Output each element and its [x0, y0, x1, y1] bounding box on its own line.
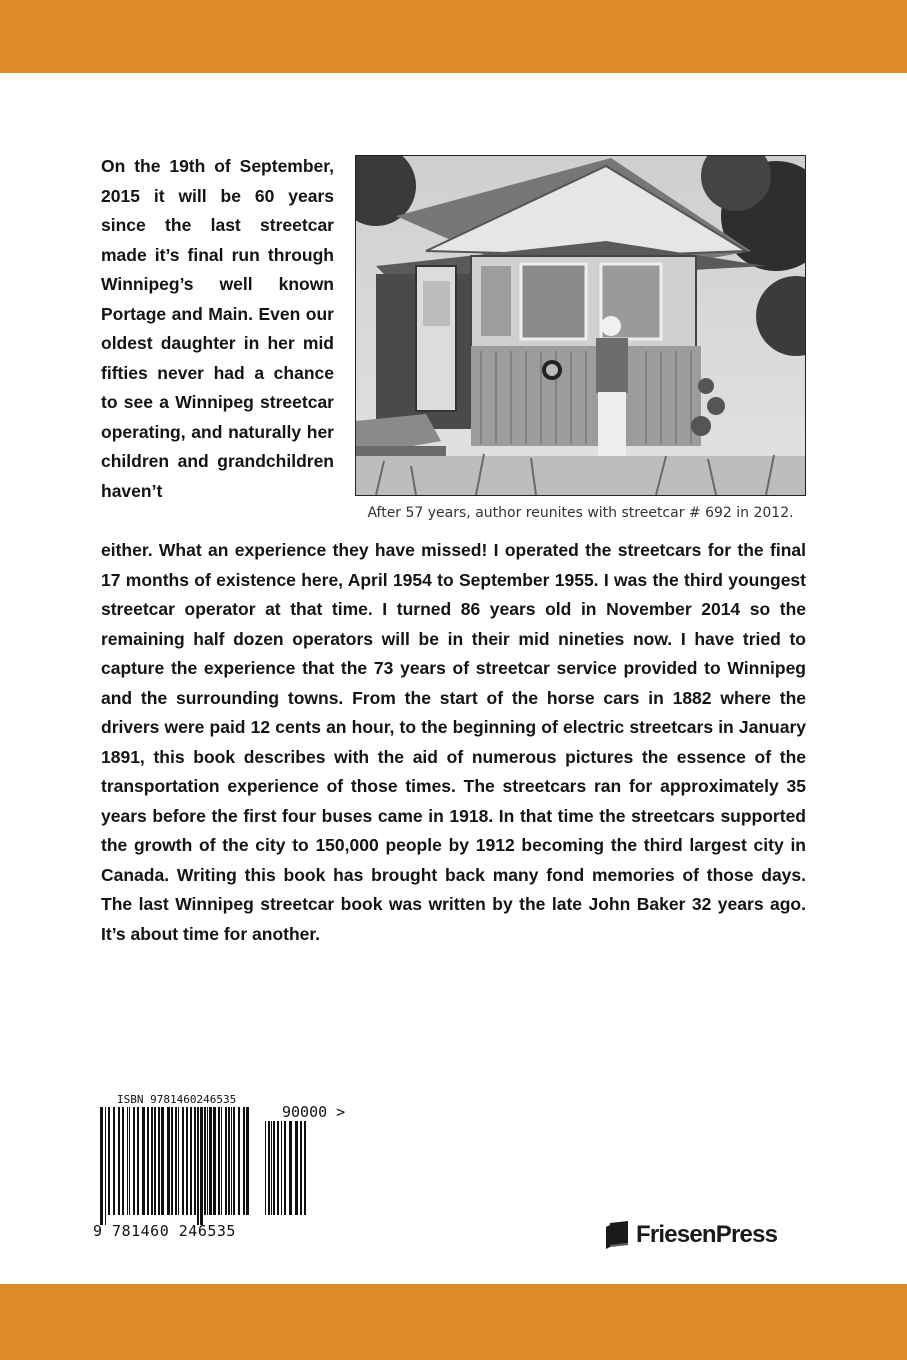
photo-caption: After 57 years, author reunites with streetcar # 692 in 2012.	[367, 505, 794, 521]
price-code: 90000 >	[282, 1103, 346, 1121]
isbn-digits: 9 781460 246535	[93, 1222, 236, 1240]
author-photo-figure	[355, 155, 806, 521]
top-orange-band	[0, 0, 907, 73]
description-text-column: On the 19th of September, 2015 it will be 60 years since the last streetcar made it’s final run through Winnipeg’s well known Portage and Main. Even our oldest daughter in her mid fifties never had a chance to see a Winnipeg streetcar operating, and naturally her children and grandchildren haven’t	[101, 156, 334, 501]
friesenpress-logo-icon	[606, 1221, 630, 1249]
publisher-logo	[606, 1218, 777, 1252]
streetcar-photo	[355, 155, 806, 496]
isbn-label: ISBN 9781460246535	[117, 1093, 237, 1106]
price-barcode	[265, 1121, 307, 1225]
publisher-name: FriesenPress	[636, 1221, 778, 1248]
isbn-barcode	[100, 1107, 252, 1225]
bottom-orange-band	[0, 1284, 907, 1360]
description-text-continued: either. What an experience they have missed! I operated the streetcars for the final 17 months of existence here, April 1954 to September 1955. I was the third youngest streetcar operator at that time. I turned 86 years old in November 2014 so the remaining half dozen operators will be in their mid nineties now. I have tried to capture the experience that the 73 years of streetcar service provided to Winnipeg and the surrounding towns. From the start of the horse cars in 1882 where the drivers were paid 12 cents an hour, to the beginning of electric streetcars in January 1891, this book describes with the aid of numerous pictures the essence of the transportation experience of those times. The streetcars ran for approximately 35 years before the first four buses came in 1918. In that time the streetcars supported the growth of the city to 150,000 people by 1912 becoming the third largest city in Canada. Writing this book has brought back many fond memories of those days. The last Winnipeg streetcar book was written by the late John Baker 32 years ago. It’s about time for another.	[101, 540, 806, 944]
